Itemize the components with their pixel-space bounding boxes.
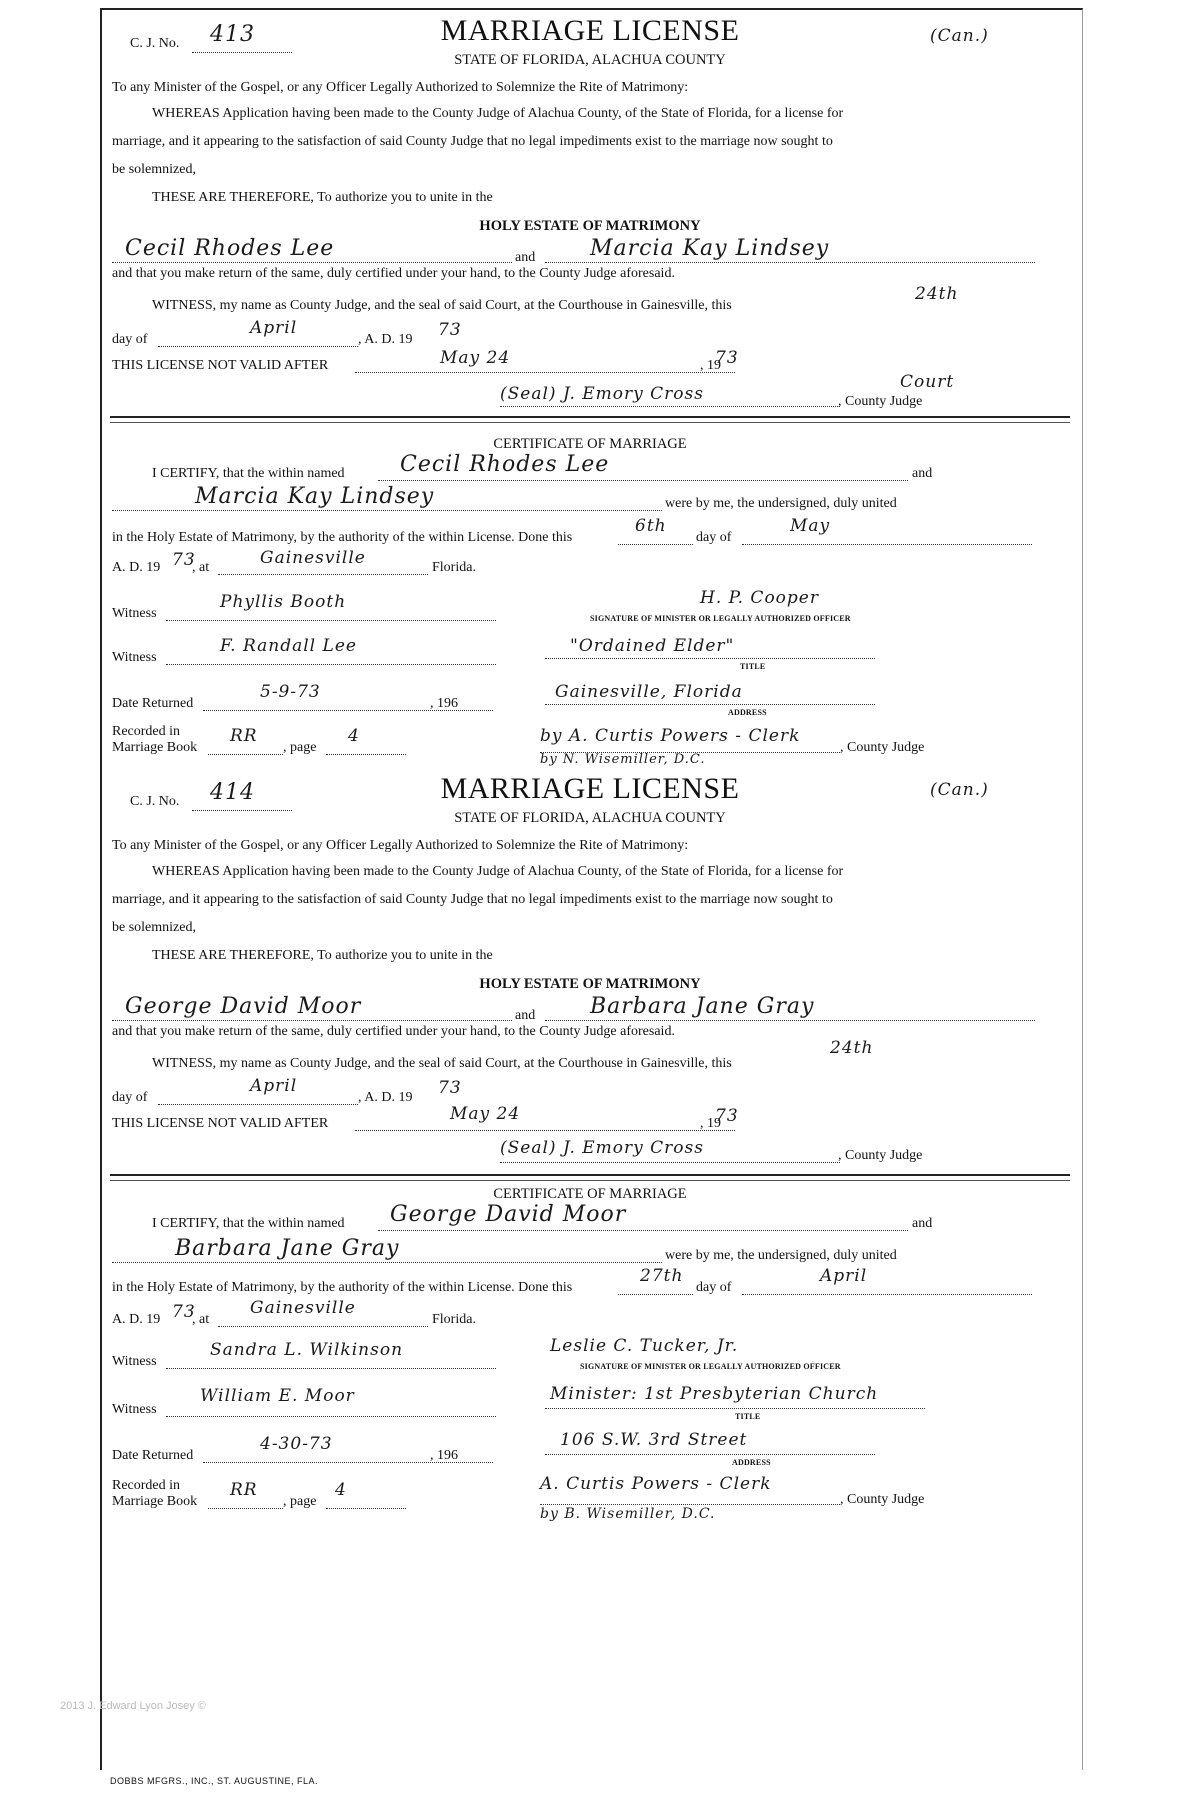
certificate-heading: CERTIFICATE OF MARRIAGE <box>493 1186 687 1202</box>
witness-1-name: Phyllis Booth <box>220 592 347 612</box>
witness-2-name: F. Randall Lee <box>220 636 357 656</box>
valid-until: May 24 <box>450 1104 521 1124</box>
cj-number: 414 <box>210 780 255 805</box>
book-value: RR <box>230 1480 258 1500</box>
bride-name: Barbara Jane Gray <box>590 994 815 1019</box>
marriage-place: Gainesville <box>250 1298 356 1318</box>
groom-name: George David Moor <box>125 994 362 1019</box>
deputy-signature: by N. Wisemiller, D.C. <box>540 752 706 767</box>
whereas-line-2: marriage, and it appearing to the satisfaction of said County Judge that no legal impediments exist to the marriage now sought to <box>112 134 833 149</box>
not-valid-label: THIS LICENSE NOT VALID AFTER <box>112 358 329 373</box>
cert-groom-name: Cecil Rhodes Lee <box>400 452 610 477</box>
certify-label: I CERTIFY, that the within named <box>152 1216 345 1231</box>
whereas-line-2: marriage, and it appearing to the satisfaction of said County Judge that no legal impediments exist to the marriage now sought to <box>112 892 833 907</box>
cj-label: C. J. No. <box>130 794 180 809</box>
day-of-label: day of <box>112 1090 148 1105</box>
return-line: and that you make return of the same, duly certified under your hand, to the County Judge aforesaid. <box>112 266 675 281</box>
date-returned-label: Date Returned <box>112 696 194 711</box>
certify-label: I CERTIFY, that the within named <box>152 466 345 481</box>
done-ad-label: A. D. 19 <box>112 560 161 575</box>
witness-1-name: Sandra L. Wilkinson <box>210 1340 404 1360</box>
florida-label: Florida. <box>432 1312 476 1327</box>
county-judge-label-2: , County Judge <box>840 740 925 755</box>
license-subtitle: STATE OF FLORIDA, ALACHUA COUNTY <box>454 52 726 68</box>
date-returned-suffix: , 196 <box>430 696 458 711</box>
officer-title: "Ordained Elder" <box>570 636 735 656</box>
date-returned: 4-30-73 <box>260 1434 333 1454</box>
whereas-line-3: be solemnized, <box>112 162 196 177</box>
valid-year-prefix: , 19 <box>700 1116 721 1131</box>
cancelled-tag: (Can.) <box>930 26 989 46</box>
valid-year: 73 <box>715 348 739 368</box>
holy-estate-heading: HOLY ESTATE OF MATRIMONY <box>479 218 701 234</box>
therefore-line: THESE ARE THEREFORE, To authorize you to unite in the <box>152 190 493 205</box>
done-year: 73 <box>172 1302 196 1322</box>
issue-month: April <box>250 1076 298 1096</box>
done-day: 6th <box>635 516 667 536</box>
done-day-of-label: day of <box>696 1280 732 1295</box>
at-label: , at <box>192 1312 210 1327</box>
license-subtitle: STATE OF FLORIDA, ALACHUA COUNTY <box>454 810 726 826</box>
issue-month: April <box>250 318 298 338</box>
cancelled-tag: (Can.) <box>930 780 989 800</box>
not-valid-label: THIS LICENSE NOT VALID AFTER <box>112 1116 329 1131</box>
and-label: and <box>515 1008 536 1023</box>
issue-year: 73 <box>438 320 462 340</box>
page-value: 4 <box>348 726 360 746</box>
title-caption: TITLE <box>740 662 766 671</box>
cert-bride-name: Marcia Kay Lindsey <box>195 484 435 509</box>
marriage-book-label: Marriage Book <box>112 1494 198 1509</box>
clerk-signature: A. Curtis Powers - Clerk <box>540 1474 772 1494</box>
cert-groom-name: George David Moor <box>390 1202 627 1227</box>
date-returned-suffix: , 196 <box>430 1448 458 1463</box>
page-label: , page <box>283 740 317 755</box>
done-ad-label: A. D. 19 <box>112 1312 161 1327</box>
at-label: , at <box>192 560 210 575</box>
officer-address: 106 S.W. 3rd Street <box>560 1430 748 1450</box>
issue-day: 24th <box>830 1038 874 1058</box>
license-title: MARRIAGE LICENSE <box>440 772 740 805</box>
cert-bride-name: Barbara Jane Gray <box>175 1236 400 1261</box>
watermark: 2013 J. Edward Lyon Josey © <box>60 1700 206 1712</box>
address-line: To any Minister of the Gospel, or any Officer Legally Authorized to Solemnize the Rite of Matrimony: <box>112 80 689 95</box>
cj-label: C. J. No. <box>130 36 180 51</box>
cert-and-label: and <box>912 466 933 481</box>
recorded-in-label: Recorded in <box>112 724 181 739</box>
page-value: 4 <box>335 1480 347 1500</box>
witness-2-label: Witness <box>112 650 157 665</box>
address-caption: ADDRESS <box>728 708 767 717</box>
united-label: were by me, the undersigned, duly united <box>665 1248 897 1263</box>
county-judge-label: , County Judge <box>838 394 923 409</box>
address-caption: ADDRESS <box>732 1458 771 1467</box>
whereas-line-3: be solemnized, <box>112 920 196 935</box>
deputy-signature: by B. Wisemiller, D.C. <box>540 1506 716 1522</box>
united-label: were by me, the undersigned, duly united <box>665 496 897 511</box>
therefore-line: THESE ARE THEREFORE, To authorize you to unite in the <box>152 948 493 963</box>
officer-signature: Leslie C. Tucker, Jr. <box>550 1336 739 1356</box>
marriage-book-label: Marriage Book <box>112 740 198 755</box>
date-returned-label: Date Returned <box>112 1448 194 1463</box>
officer-signature: H. P. Cooper <box>700 588 819 608</box>
address-line: To any Minister of the Gospel, or any Officer Legally Authorized to Solemnize the Rite of Matrimony: <box>112 838 689 853</box>
license-title: MARRIAGE LICENSE <box>440 14 740 47</box>
county-judge-label: , County Judge <box>838 1148 923 1163</box>
county-judge-label-2: , County Judge <box>840 1492 925 1507</box>
ad-label: , A. D. 19 <box>358 1090 413 1105</box>
witness-2-label: Witness <box>112 1402 157 1417</box>
judge-signature: (Seal) J. Emory Cross <box>500 1138 704 1158</box>
done-month: April <box>820 1266 868 1286</box>
valid-year-prefix: , 19 <box>700 358 721 373</box>
judge-signature: (Seal) J. Emory Cross <box>500 384 704 404</box>
valid-year: 73 <box>715 1106 739 1126</box>
groom-name: Cecil Rhodes Lee <box>125 236 335 261</box>
date-returned: 5-9-73 <box>260 682 321 702</box>
holy-line: in the Holy Estate of Matrimony, by the authority of the within License. Done this <box>112 530 573 545</box>
florida-label: Florida. <box>432 560 476 575</box>
recorded-in-label: Recorded in <box>112 1478 181 1493</box>
holy-estate-heading: HOLY ESTATE OF MATRIMONY <box>479 976 701 992</box>
done-month: May <box>790 516 831 536</box>
done-day: 27th <box>640 1266 684 1286</box>
issue-year: 73 <box>438 1078 462 1098</box>
done-year: 73 <box>172 550 196 570</box>
officer-title: Minister: 1st Presbyterian Church <box>550 1384 879 1404</box>
whereas-line-1: WHEREAS Application having been made to the County Judge of Alachua County, of the State of Florida, for a license for <box>152 106 844 121</box>
witness-1-label: Witness <box>112 1354 157 1369</box>
witness-2-name: William E. Moor <box>200 1386 355 1406</box>
certificate-heading: CERTIFICATE OF MARRIAGE <box>493 436 687 452</box>
signature-caption: SIGNATURE OF MINISTER OR LEGALLY AUTHORIZED OFFICER <box>590 614 851 623</box>
printer-footer: DOBBS MFGRS., INC., ST. AUGUSTINE, FLA. <box>110 1776 319 1786</box>
valid-until: May 24 <box>440 348 511 368</box>
cert-and-label: and <box>912 1216 933 1231</box>
marriage-place: Gainesville <box>260 548 366 568</box>
clerk-signature: by A. Curtis Powers - Clerk <box>540 726 801 746</box>
signature-caption: SIGNATURE OF MINISTER OR LEGALLY AUTHORIZED OFFICER <box>580 1362 841 1371</box>
day-of-label: day of <box>112 332 148 347</box>
book-value: RR <box>230 726 258 746</box>
witness-line: WITNESS, my name as County Judge, and the seal of said Court, at the Courthouse in Gainesville, this <box>152 298 732 313</box>
cj-number: 413 <box>210 22 255 47</box>
bride-name: Marcia Kay Lindsey <box>590 236 830 261</box>
done-day-of-label: day of <box>696 530 732 545</box>
page-label: , page <box>283 1494 317 1509</box>
witness-line: WITNESS, my name as County Judge, and the seal of said Court, at the Courthouse in Gainesville, this <box>152 1056 732 1071</box>
officer-address: Gainesville, Florida <box>555 682 743 702</box>
issue-day: 24th <box>915 284 959 304</box>
ad-label: , A. D. 19 <box>358 332 413 347</box>
holy-line: in the Holy Estate of Matrimony, by the authority of the within License. Done this <box>112 1280 573 1295</box>
judge-correction: Court <box>900 372 955 392</box>
whereas-line-1: WHEREAS Application having been made to the County Judge of Alachua County, of the State of Florida, for a license for <box>152 864 844 879</box>
title-caption: TITLE <box>735 1412 761 1421</box>
return-line: and that you make return of the same, duly certified under your hand, to the County Judge aforesaid. <box>112 1024 675 1039</box>
witness-1-label: Witness <box>112 606 157 621</box>
and-label: and <box>515 250 536 265</box>
